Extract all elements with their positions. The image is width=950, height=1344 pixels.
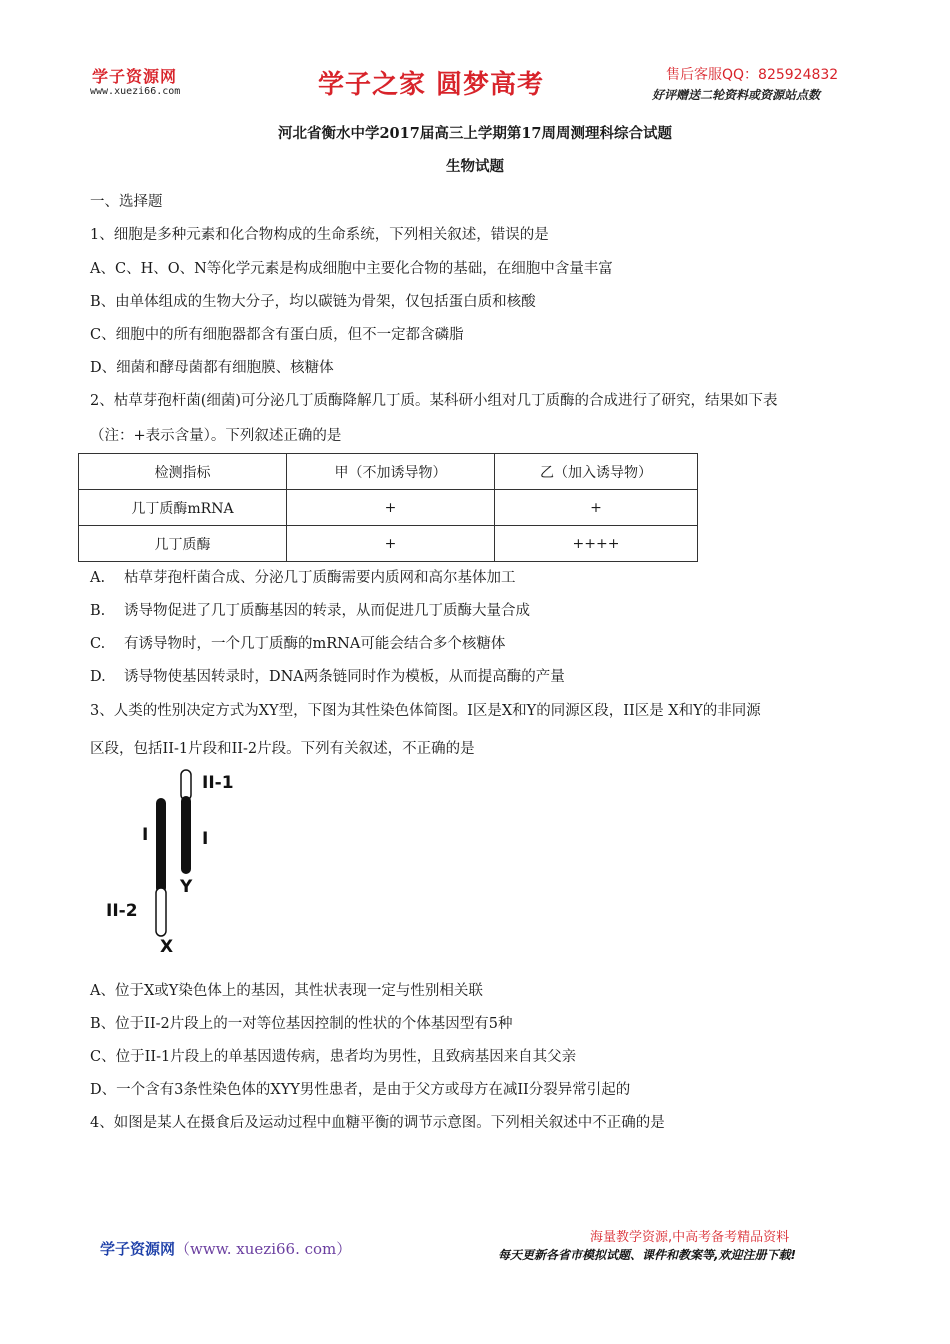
- table-header-cell: 检测指标: [79, 454, 287, 490]
- table-cell: ++++: [495, 526, 698, 562]
- question-2-option-b: [90, 599, 530, 620]
- exam-subtitle: 生物试题: [446, 158, 504, 175]
- option-text: 细胞中的所有细胞器都含有蛋白质，但不一定都含磷脂: [115, 327, 464, 343]
- option-label: A、: [90, 261, 115, 277]
- question-1-option-c: [90, 323, 464, 344]
- table-cell: +: [495, 490, 698, 526]
- option-label: C、: [90, 1049, 116, 1065]
- question-3-stem-line-2: 区段，包括II-1片段和II-2片段。下列有关叙述，不正确的是: [90, 741, 475, 757]
- exam-title: 河北省衡水中学2017届高三上学期第17周周测理科综合试题: [277, 125, 673, 142]
- option-label: B、: [90, 294, 116, 310]
- footer-promo-bottom: 每天更新各省市模拟试题、课件和教案等,欢迎注册下载!: [498, 1248, 797, 1262]
- label-x-i: I: [142, 825, 149, 845]
- option-text: 由单体组成的生物大分子，均以碳链为骨架，仅包括蛋白质和核酸: [115, 294, 536, 310]
- label-y: Y: [180, 877, 193, 897]
- header-slogan: 学子之家 圆梦高考: [318, 70, 545, 100]
- table-cell: +: [287, 490, 495, 526]
- option-text: 位于X或Y染色体上的基因，其性状表现一定与性别相关联: [114, 983, 483, 999]
- question-1-option-d: [90, 356, 334, 377]
- question-1-stem: 1、细胞是多种元素和化合物构成的生命系统，下列相关叙述，错误的是: [90, 227, 549, 243]
- service-qq: 售后客服QQ：825924832: [666, 67, 839, 83]
- option-label: C、: [90, 327, 116, 343]
- question-3-option-a: [90, 979, 483, 1000]
- section-heading: 一、选择题: [90, 194, 163, 210]
- question-1-option-b: [90, 290, 536, 311]
- option-label: D.: [90, 669, 106, 685]
- footer-site-url[interactable]: （www. xuezi66. com）: [175, 1240, 352, 1258]
- table-row: [79, 490, 698, 526]
- option-text: 诱导物使基因转录时，DNA两条链同时作为模板，从而提高酶的产量: [124, 669, 565, 685]
- label-x: X: [160, 937, 174, 957]
- table-header-cell: 乙（加入诱导物）: [495, 454, 698, 490]
- y-chromosome: [181, 770, 191, 874]
- option-text: C、H、O、N等化学元素是构成细胞中主要化合物的基础，在细胞中含量丰富: [114, 261, 613, 277]
- option-label: D、: [90, 360, 117, 376]
- table-cell: 几丁质酶mRNA: [79, 490, 287, 526]
- table-header-row: [79, 454, 698, 490]
- question-2-stem-line-1: 2、枯草芽孢杆菌(细菌)可分泌几丁质酶降解几丁质。某科研小组对几丁质酶的合成进行了研究，结果如下表: [90, 393, 778, 409]
- table-header-cell: 甲（不加诱导物）: [287, 454, 495, 490]
- label-y-i: I: [202, 829, 209, 849]
- option-text: 位于II-1片段上的单基因遗传病，患者均为男性，且致病基因来自其父亲: [115, 1049, 577, 1065]
- question-4-stem: 4、如图是某人在摄食后及运动过程中血糖平衡的调节示意图。下列相关叙述中不正确的是: [90, 1115, 665, 1131]
- footer-promo-top: 海量教学资源,中高考备考精品资料: [590, 1230, 790, 1245]
- option-label: A.: [90, 570, 106, 586]
- sex-chromosome-diagram: [100, 760, 260, 960]
- table-cell: 几丁质酶: [79, 526, 287, 562]
- footer-site: [100, 1238, 351, 1259]
- question-2-option-a: [90, 566, 516, 587]
- question-3-option-c: [90, 1045, 576, 1066]
- option-text: 一个含有3条性染色体的XYY男性患者，是由于父方或母方在减II分裂异常引起的: [116, 1082, 631, 1098]
- question-1-option-a: [90, 257, 613, 278]
- option-text: 枯草芽孢杆菌合成、分泌几丁质酶需要内质网和高尔基体加工: [124, 570, 516, 586]
- footer-site-name: 学子资源网: [100, 1240, 176, 1258]
- table-cell: +: [287, 526, 495, 562]
- option-label: B、: [90, 1016, 116, 1032]
- option-text: 有诱导物时，一个几丁质酶的mRNA可能会结合多个核糖体: [124, 636, 506, 652]
- x-chromosome: [156, 798, 166, 936]
- option-text: 细菌和酵母菌都有细胞膜、核糖体: [116, 360, 334, 376]
- table-row: [79, 526, 698, 562]
- question-3-option-b: [90, 1012, 512, 1033]
- option-label: D、: [90, 1082, 117, 1098]
- label-y-ii-1: II-1: [202, 773, 234, 793]
- question-2-stem-line-2: （注：+表示含量）。下列叙述正确的是: [90, 428, 342, 444]
- option-label: A、: [90, 983, 115, 999]
- option-text: 诱导物促进了几丁质酶基因的转录，从而促进几丁质酶大量合成: [124, 603, 530, 619]
- question-3-stem-line-1: 3、人类的性别决定方式为XY型，下图为其性染色体简图。I区是X和Y的同源区段，II区是 X和Y的非同源: [90, 703, 761, 719]
- question-3-option-d: [90, 1078, 630, 1099]
- question-2-option-c: [90, 632, 505, 653]
- option-label: B.: [90, 603, 106, 619]
- site-logo: 学子资源网: [92, 67, 178, 86]
- header-tagline: 好评赠送二轮资料或资源站点数: [652, 88, 821, 102]
- data-table: [78, 453, 698, 562]
- option-text: 位于II-2片段上的一对等位基因控制的性状的个体基因型有5种: [115, 1016, 513, 1032]
- logo-url: www.xuezi66.com: [90, 86, 181, 97]
- question-2-option-d: [90, 665, 565, 686]
- label-x-ii-2: II-2: [106, 901, 138, 921]
- option-label: C.: [90, 636, 106, 652]
